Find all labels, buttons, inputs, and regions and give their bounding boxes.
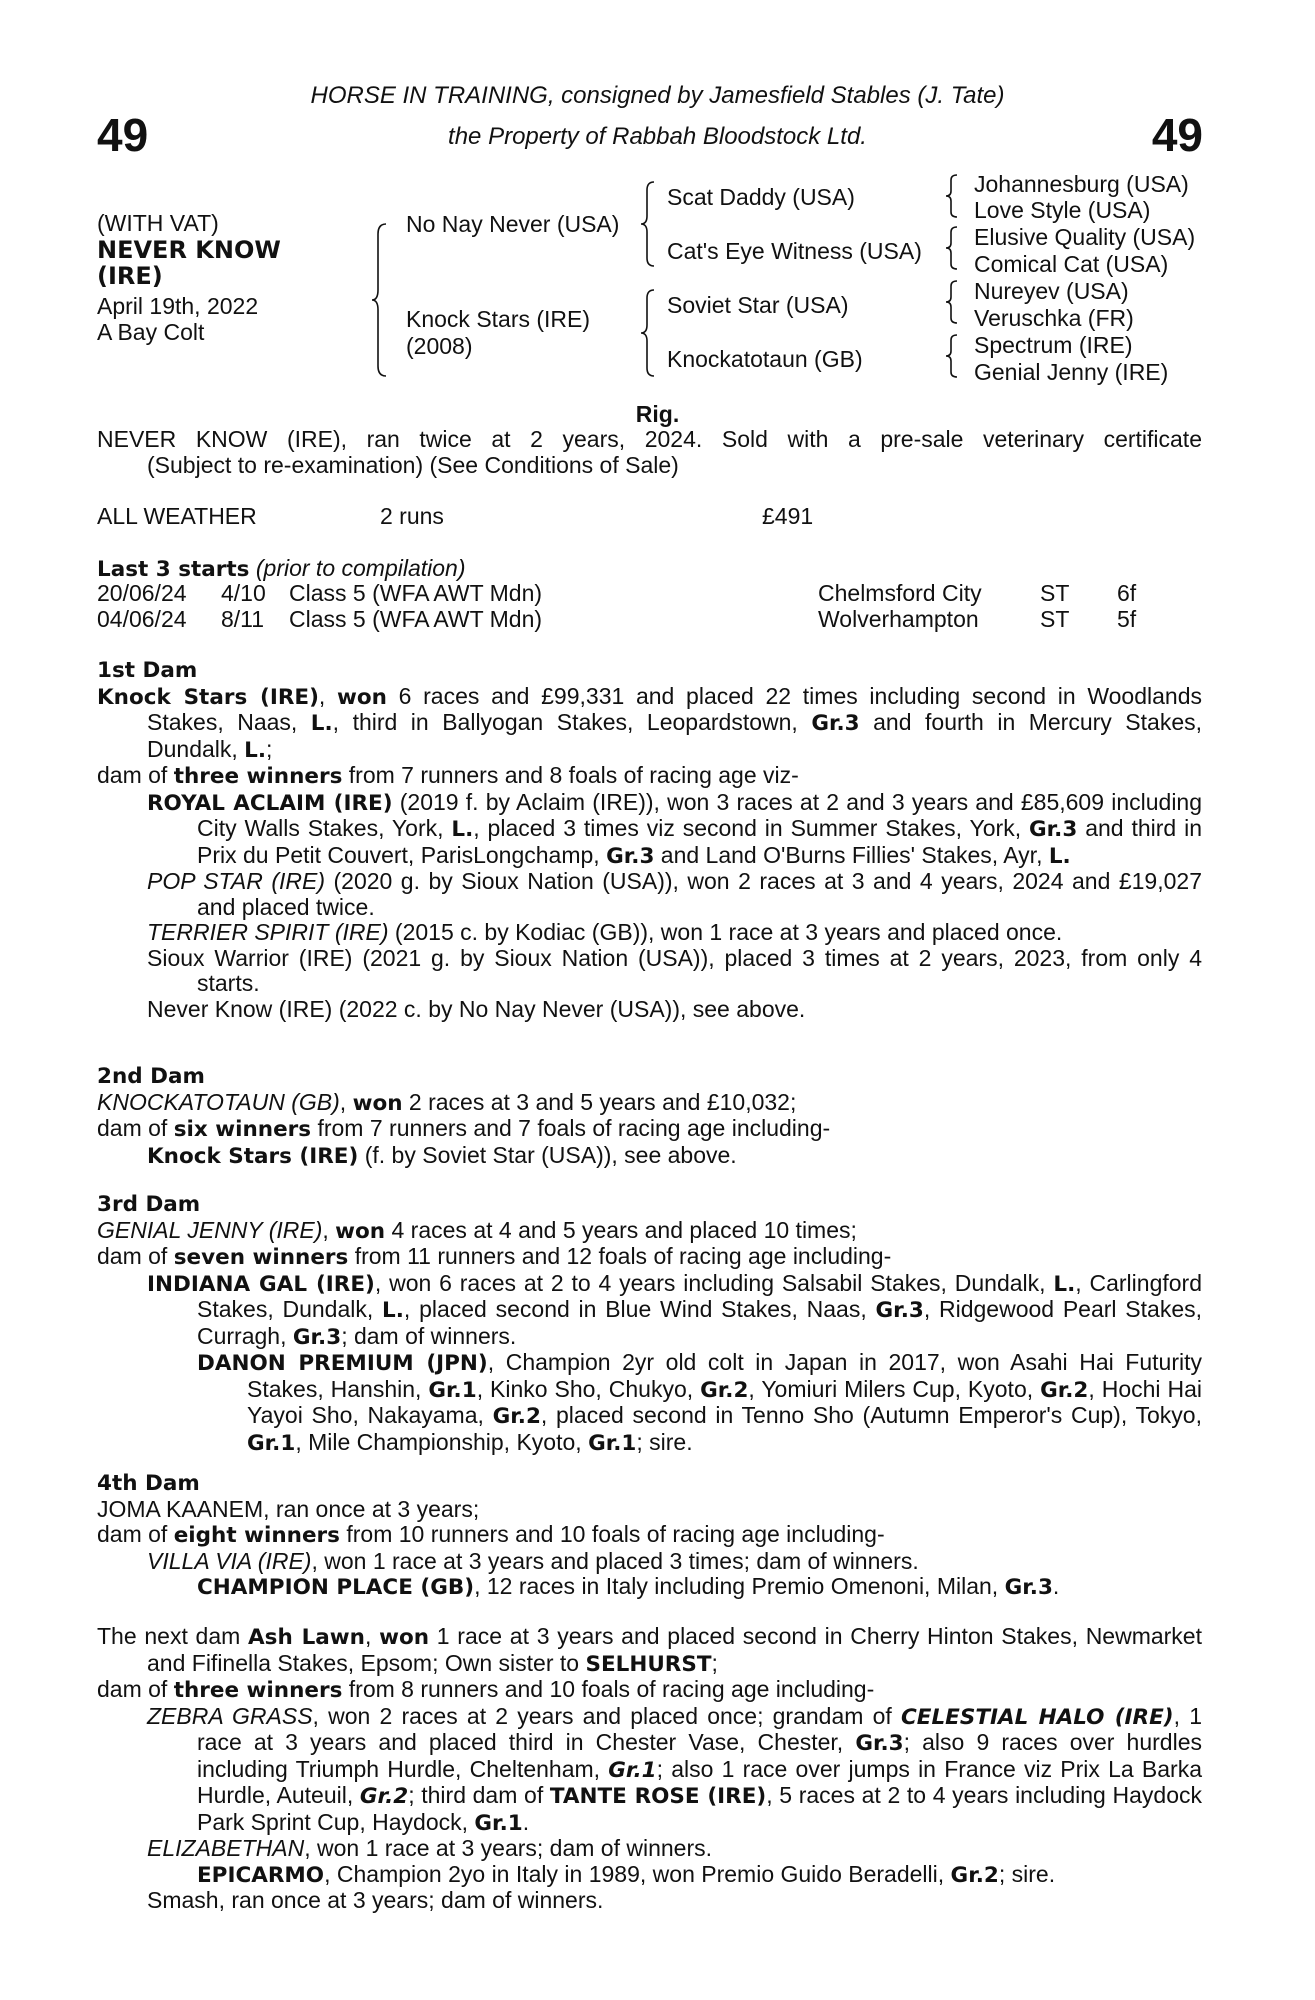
winners-count: seven winners: [173, 1245, 349, 1270]
won-label: won: [337, 684, 387, 710]
second-dam-section: [97, 1064, 1202, 1169]
record-text: ; sire.: [636, 1428, 693, 1455]
vat-note: (WITH VAT): [97, 210, 219, 236]
fourth-dam-record: JOMA KAANEM, ran once at 3 years;: [97, 1495, 480, 1522]
pedigree-g1: Johannesburg (USA): [974, 171, 1189, 197]
grade-label: Gr.2: [1040, 1377, 1089, 1403]
start-race: Class 5 (WFA AWT Mdn): [289, 580, 543, 606]
dam-name: Ash Lawn: [248, 1625, 365, 1650]
produce-villa-via: [97, 1549, 1202, 1575]
dam-of-text: dam of: [97, 1521, 174, 1547]
start-surface: ST: [1040, 606, 1070, 632]
start-date: 04/06/24: [97, 606, 187, 632]
produce-name: ELIZABETHAN: [147, 1835, 305, 1861]
start-date: 20/06/24: [97, 580, 187, 606]
dam-of-text: dam of: [97, 1676, 174, 1702]
record-text: ; dam of winners.: [341, 1322, 517, 1349]
winners-count: three winners: [173, 1678, 343, 1703]
start-position: 8/11: [221, 606, 265, 632]
produce-name: CHAMPION PLACE (GB): [197, 1575, 475, 1600]
pedigree-sire-sire: Scat Daddy (USA): [667, 184, 855, 210]
record-text: ; also 1 race over jumps in France viz Prix La Barka Hurdle, Auteuil,: [197, 1755, 1203, 1808]
first-dam-record: Knock Stars (IRE), won 6 races and £99,331 and placed 22 times including second in Woodlands Stakes, Naas, L., third in Ballyogan Stakes, Leopardstown, Gr.3 and fourth in Mercury Stakes, Dundalk, L.;: [97, 682, 1203, 763]
record-text: 6 races and £99,331 and placed 22 times including second in Woodlands Stakes, Naas,: [147, 682, 1203, 735]
record-text: .: [1052, 1573, 1060, 1599]
record-text: ;: [266, 735, 273, 762]
grade-label: Gr.3: [1004, 1575, 1053, 1600]
produce-name: TERRIER SPIRIT (IRE): [147, 919, 389, 945]
pedigree-g5: Nureyev (USA): [974, 278, 1129, 304]
pedigree-dam: Knock Stars (IRE): [406, 306, 591, 332]
summary-line-1: NEVER KNOW (IRE), ran twice at 2 years, 2024. Sold with a pre-sale veterinary certificate: [97, 426, 1202, 452]
dam-of-text: dam of: [97, 1243, 174, 1269]
record-text: and Land O'Burns Fillies' Stakes, Ayr,: [654, 841, 1049, 868]
produce-zebra-grass: [97, 1704, 1202, 1837]
rig-note: Rig.: [635, 401, 680, 427]
second-dam-record: KNOCKATOTAUN (GB), won 2 races at 3 and 5 years and £10,032;: [97, 1088, 797, 1116]
second-dam-heading: 2nd Dam: [97, 1064, 205, 1089]
next-dam-record: The next dam Ash Lawn, won 1 race at 3 years and placed second in Cherry Hinton Stakes, Newmarket and Fifinella Stakes, Epsom; Own sister to SELHURST;: [97, 1623, 1202, 1677]
grade-label: Gr.1: [428, 1377, 477, 1403]
record-text: 1 race at 3 years and placed second in Cherry Hinton Stakes, Newmarket and Fifinella Stakes, Epsom; Own sister to: [147, 1623, 1202, 1676]
last-starts-note: (prior to compilation): [255, 555, 466, 581]
horse-name: NEVER KNOW: [97, 236, 281, 264]
produce-name: VILLA VIA (IRE): [147, 1547, 312, 1574]
start-position: 4/10: [221, 580, 266, 606]
sister-name: SELHURST: [585, 1651, 712, 1677]
start-course: Chelmsford City: [818, 580, 982, 606]
pedigree-g2: Love Style (USA): [974, 197, 1151, 223]
grade-label: Gr.3: [811, 711, 860, 736]
record-text: .: [522, 1808, 530, 1835]
record-text: , 1 race at 3 years and placed third in Chester Vase, Chester,: [197, 1702, 1202, 1755]
produce-name: ZEBRA GRASS: [147, 1702, 313, 1729]
produce-name: POP STAR (IRE): [147, 868, 325, 894]
produce-sioux-warrior: Sioux Warrior (IRE) (2021 g. by Sioux Nation (USA)), placed 3 times at 2 years, 2023, from only 4 starts.: [147, 944, 1202, 996]
dam-of-text: dam of: [97, 762, 174, 788]
grade-label: Gr.1: [608, 1757, 657, 1783]
lot-number-left: 49: [97, 109, 149, 161]
produce-royal-aclaim: [97, 790, 1202, 870]
start-row: [97, 581, 187, 607]
pedigree-sire-dam: Cat's Eye Witness (USA): [667, 238, 922, 264]
produce-name: DANON PREMIUM (JPN): [197, 1351, 488, 1376]
record-text: (2015 c. by Kodiac (GB)), won 1 race at 3 years and placed once.: [388, 919, 1063, 945]
won-label: won: [335, 1218, 386, 1244]
start-race: Class 5 (WFA AWT Mdn): [289, 606, 543, 632]
produce-knock-stars: [97, 1143, 1202, 1170]
pedigree-g4: Comical Cat (USA): [974, 251, 1169, 277]
produce-name: CELESTIAL HALO (IRE): [900, 1704, 1174, 1730]
record-text: , 5 races at 2 to 4 years including Haydock Park Sprint Cup, Haydock,: [197, 1782, 1202, 1835]
pedigree-g3: Elusive Quality (USA): [974, 224, 1196, 250]
pedigree-sire: No Nay Never (USA): [406, 211, 620, 237]
record-text: , 12 races in Italy including Premio Omenoni, Milan,: [474, 1573, 1005, 1599]
record-text: , Carlingford Stakes, Dundalk,: [197, 1269, 1202, 1322]
first-dam-section: [97, 658, 1202, 1022]
listed-label: L.: [244, 737, 267, 763]
fourth-dam-section: [97, 1471, 1202, 1601]
record-text: 2 races at 3 and 5 years and £10,032;: [402, 1088, 797, 1115]
grade-label: Gr.1: [247, 1430, 296, 1456]
grade-label: Gr.3: [875, 1298, 924, 1323]
record-text: , Kinko Sho, Chukyo,: [476, 1375, 701, 1402]
listed-label: L.: [310, 711, 333, 736]
consignor-line: HORSE IN TRAINING, consigned by Jamesfield Stables (J. Tate): [310, 82, 1005, 109]
produce-champion-place: [97, 1574, 1202, 1601]
record-text: and fourth in Mercury Stakes, Dundalk,: [147, 709, 1202, 762]
listed-label: L.: [451, 817, 474, 842]
produce-indiana-gal: [97, 1271, 1202, 1351]
grade-label: Gr.3: [1029, 817, 1078, 842]
record-text: , Yomiuri Milers Cup, Kyoto,: [748, 1375, 1041, 1402]
property-line: the Property of Rabbah Bloodstock Ltd.: [448, 123, 867, 150]
dam-of-text: from 7 runners and 7 foals of racing age including-: [311, 1115, 831, 1141]
record-text: , won 1 race at 3 years; dam of winners.: [304, 1835, 713, 1861]
record-text: (2019 f. by Aclaim (IRE)), won 3 races at 2 and 3 years and £85,609 including City Walls Stakes, York,: [197, 788, 1203, 841]
record-text: , placed second in Blue Wind Stakes, Naas,: [403, 1296, 876, 1322]
horse-description: A Bay Colt: [97, 319, 205, 345]
lot-number-right: 49: [1151, 109, 1203, 161]
dam-of-text: from 8 runners and 10 foals of racing age including-: [342, 1676, 875, 1702]
won-label: won: [379, 1625, 430, 1650]
produce-name: ROYAL ACLAIM (IRE): [147, 790, 393, 816]
produce-danon-premium: [97, 1350, 1202, 1456]
pedigree-dam-sire: Soviet Star (USA): [667, 292, 849, 318]
third-dam-record: GENIAL JENNY (IRE), won 4 races at 4 and 5 years and placed 10 times;: [97, 1216, 857, 1244]
pedigree-brace-sire: [640, 180, 656, 268]
grade-label: Gr.2: [359, 1784, 409, 1809]
record-text: and third in Prix du Petit Couvert, ParisLongchamp,: [197, 815, 1202, 868]
grade-label: Gr.3: [606, 843, 655, 869]
record-text: , third in Ballyogan Stakes, Leopardstown,: [332, 709, 812, 735]
record-text: , placed 3 times viz second in Summer Stakes, York,: [473, 815, 1029, 841]
horse-name-suffix: (IRE): [97, 262, 163, 290]
last-starts-title: Last 3 starts: [97, 557, 250, 582]
produce-name: EPICARMO: [197, 1862, 325, 1888]
listed-label: L.: [382, 1298, 404, 1323]
produce-name: TANTE ROSE (IRE): [549, 1784, 767, 1809]
grade-label: Gr.1: [474, 1810, 523, 1836]
record-text: , won 6 races at 2 to 4 years including Salsabil Stakes, Dundalk,: [374, 1269, 1054, 1296]
produce-name: Knock Stars (IRE): [147, 1143, 359, 1169]
pedigree-g8: Genial Jenny (IRE): [974, 359, 1169, 385]
record-text: ; sire.: [998, 1860, 1056, 1887]
dam-name: GENIAL JENNY (IRE): [97, 1216, 323, 1243]
record-text: , Champion 2yo in Italy in 1989, won Premio Guido Beradelli,: [324, 1860, 951, 1887]
start-surface: ST: [1040, 580, 1070, 606]
grade-label: Gr.3: [292, 1324, 342, 1350]
dam-name: KNOCKATOTAUN (GB): [97, 1088, 340, 1115]
record-text: , won 1 race at 3 years and placed 3 times; dam of winners.: [311, 1547, 919, 1574]
pedigree-dam-year: (2008): [406, 333, 473, 359]
summary-line-2: (Subject to re-examination) (See Conditions of Sale): [147, 452, 679, 478]
grade-label: Gr.1: [588, 1430, 637, 1456]
won-label: won: [352, 1090, 403, 1116]
produce-terrier-spirit: [97, 920, 1202, 946]
grade-label: Gr.3: [855, 1731, 904, 1756]
pedigree-brace-g4: [945, 333, 959, 379]
pedigree-brace-g3: [945, 279, 959, 325]
winners-count: eight winners: [173, 1523, 340, 1548]
fourth-dam-heading: 4th Dam: [97, 1471, 200, 1496]
listed-label: L.: [1053, 1271, 1076, 1297]
grade-label: Gr.2: [700, 1377, 749, 1403]
second-dam-produce-summary: [97, 1116, 1202, 1143]
third-dam-heading: 3rd Dam: [97, 1192, 201, 1217]
record-text: , Mile Championship, Kyoto,: [295, 1428, 589, 1455]
record-text: , placed second in Tenno Sho (Autumn Emperor's Cup), Tokyo,: [540, 1402, 1202, 1428]
record-text: The next dam: [97, 1623, 249, 1649]
record-text: , won 2 races at 2 years and placed once; grandam of: [312, 1702, 901, 1729]
listed-label: L.: [1048, 843, 1071, 869]
third-dam-section: [97, 1192, 1202, 1456]
produce-smash: Smash, ran once at 3 years; dam of winners.: [147, 1887, 604, 1913]
record-text: ;: [711, 1649, 718, 1676]
dam-of-text: from 10 runners and 10 foals of racing age including-: [339, 1521, 885, 1547]
dam-name: Knock Stars (IRE): [97, 684, 319, 710]
first-dam-heading: 1st Dam: [97, 658, 198, 683]
pedigree-brace-g2: [945, 225, 959, 271]
winners-count: six winners: [173, 1117, 312, 1142]
third-dam-produce-summary: [97, 1244, 1202, 1271]
produce-epicarmo: [97, 1862, 1202, 1889]
record-text: , Champion 2yr old colt in Japan in 2017, won Asahi Hai Futurity Stakes, Hanshin,: [247, 1349, 1202, 1402]
fourth-dam-produce-summary: [97, 1522, 1202, 1549]
next-dam-produce-summary: [97, 1677, 1202, 1704]
pedigree-g6: Veruschka (FR): [974, 305, 1134, 331]
start-distance: 6f: [1117, 580, 1137, 606]
last-starts-heading: [97, 556, 466, 583]
pedigree-brace-g1: [945, 173, 959, 219]
record-text: , Ridgewood Pearl Stakes, Curragh,: [197, 1296, 1203, 1349]
pedigree-dam-dam: Knockatotaun (GB): [667, 346, 863, 372]
winners-count: three winners: [173, 764, 343, 789]
record-runs: 2 runs: [380, 503, 444, 529]
record-text: (2020 g. by Sioux Nation (USA)), won 2 races at 3 and 4 years, 2024 and £19,027 and placed twice.: [197, 868, 1202, 920]
produce-pop-star: [97, 869, 1202, 920]
dam-of-text: from 7 runners and 8 foals of racing age viz-: [342, 762, 799, 788]
first-dam-produce-summary: [97, 763, 1202, 790]
dam-of-text: dam of: [97, 1115, 174, 1141]
record-text: ; also 9 races over hurdles including Triumph Hurdle, Cheltenham,: [197, 1729, 1202, 1782]
record-text: ; third dam of: [408, 1782, 550, 1808]
start-course: Wolverhampton: [818, 606, 979, 632]
record-surface: ALL WEATHER: [97, 503, 257, 529]
next-dam-section: [97, 1624, 1202, 1914]
dam-of-text: from 11 runners and 12 foals of racing age including-: [348, 1243, 892, 1269]
record-text: 4 races at 4 and 5 years and placed 10 times;: [385, 1216, 857, 1243]
record-earnings: £491: [762, 503, 814, 529]
record-text: (f. by Soviet Star (USA)), see above.: [358, 1141, 737, 1168]
start-distance: 5f: [1117, 606, 1137, 632]
record-text: , Hochi Hai Yayoi Sho, Nakayama,: [247, 1375, 1202, 1428]
pedigree-g7: Spectrum (IRE): [974, 332, 1133, 358]
pedigree-brace-main: [370, 222, 390, 378]
produce-name: INDIANA GAL (IRE): [147, 1271, 375, 1297]
grade-label: Gr.2: [492, 1404, 541, 1429]
produce-never-know: Never Know (IRE) (2022 c. by No Nay Never (USA)), see above.: [147, 995, 806, 1022]
foaling-date: April 19th, 2022: [97, 293, 259, 319]
pedigree-brace-dam: [640, 288, 656, 378]
produce-elizabethan: [97, 1836, 1202, 1862]
grade-label: Gr.2: [950, 1862, 999, 1888]
